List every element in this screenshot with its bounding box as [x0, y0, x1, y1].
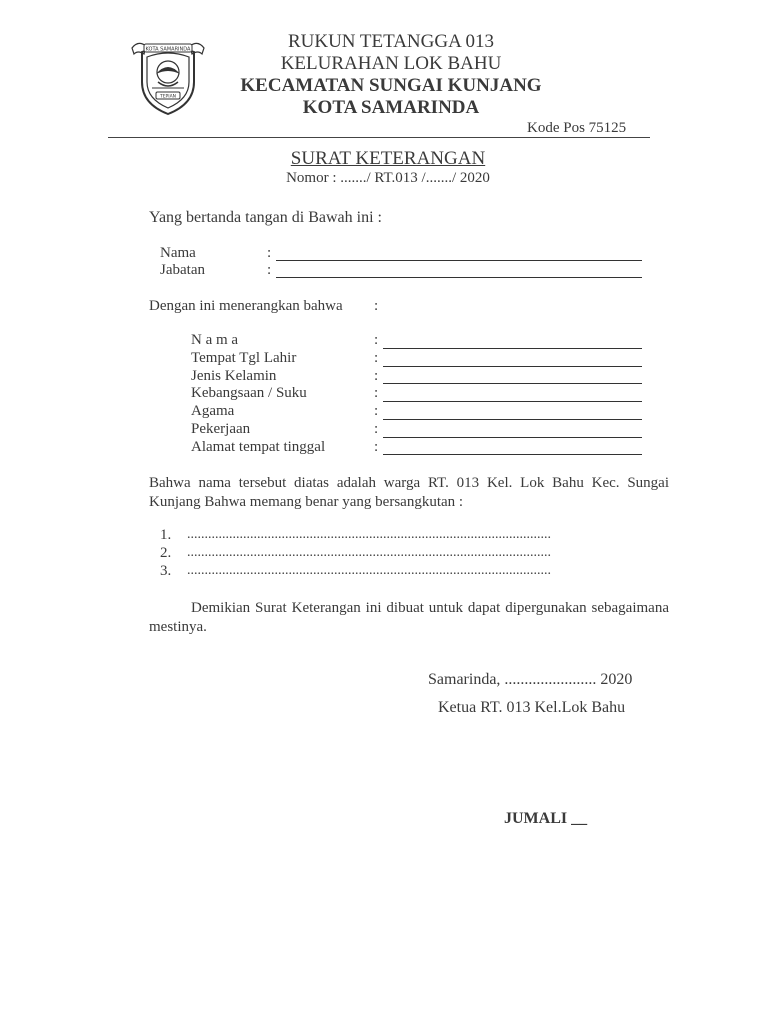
- person-address-line[interactable]: [383, 454, 642, 455]
- colon: :: [374, 403, 379, 419]
- colon: :: [267, 262, 272, 278]
- document-number: Nomor : ......./ RT.013 /......./ 2020: [286, 170, 490, 186]
- residency-paragraph: Bahwa nama tersebut diatas adalah warga RT. 013 Kel. Lok Bahu Kec. Sungai Kunjang Bahwa memang benar yang bersangkutan :: [149, 475, 669, 510]
- person-birth-label: Tempat Tgl Lahir: [191, 350, 297, 366]
- person-birth-line[interactable]: [383, 366, 642, 367]
- person-nationality-label: Kebangsaan / Suku: [191, 385, 307, 401]
- signer-position-label: Jabatan: [160, 262, 205, 278]
- colon: :: [374, 332, 379, 348]
- person-religion-line[interactable]: [383, 419, 642, 420]
- colon: :: [374, 421, 379, 437]
- signer-name-line[interactable]: [276, 260, 642, 261]
- list-item-dots: ........................................................................................................: [187, 545, 551, 560]
- person-religion-label: Agama: [191, 403, 235, 419]
- intro-text: Yang bertanda tangan di Bawah ini :: [149, 209, 382, 226]
- list-item-number: 3.: [160, 563, 172, 579]
- person-name-label: N a m a: [191, 332, 239, 348]
- person-name-line[interactable]: [383, 348, 642, 349]
- list-item-number: 2.: [160, 545, 172, 561]
- signer-title: Ketua RT. 013 Kel.Lok Bahu: [438, 699, 626, 716]
- colon: :: [374, 350, 379, 366]
- logo-text-top: KOTA SAMARINDA: [145, 46, 191, 53]
- signer-name-label: Nama: [160, 245, 196, 261]
- letterhead-kecamatan: KECAMATAN SUNGAI KUNJANG: [240, 75, 542, 96]
- person-occupation-line[interactable]: [383, 437, 642, 438]
- person-gender-label: Jenis Kelamin: [191, 368, 277, 384]
- letterhead-rt: RUKUN TETANGGA 013: [287, 31, 495, 52]
- person-occupation-label: Pekerjaan: [191, 421, 251, 437]
- signer-name: JUMALI __: [504, 810, 588, 827]
- letterhead-kelurahan: KELURAHAN LOK BAHU: [280, 53, 502, 74]
- document-title: SURAT KETERANGAN: [290, 148, 486, 169]
- postal-code: Kode Pos 75125: [527, 120, 627, 136]
- colon: :: [267, 245, 272, 261]
- colon: :: [374, 439, 379, 455]
- closing-paragraph: Demikian Surat Keterangan ini dibuat untuk dapat dipergunakan sebagaimana mestinya.: [149, 600, 669, 635]
- list-item-dots: ........................................................................................................: [187, 527, 551, 542]
- list-item-number: 1.: [160, 527, 172, 543]
- person-address-label: Alamat tempat tinggal: [191, 439, 326, 455]
- colon: :: [374, 385, 379, 401]
- logo-text-bottom: TEPIAN: [159, 94, 177, 100]
- place-date: Samarinda, ....................... 2020: [428, 671, 633, 688]
- letterhead-divider: [108, 137, 650, 138]
- colon: :: [374, 298, 379, 314]
- person-nationality-line[interactable]: [383, 401, 642, 402]
- person-gender-line[interactable]: [383, 383, 642, 384]
- colon: :: [374, 368, 379, 384]
- signer-position-line[interactable]: [276, 277, 642, 278]
- city-emblem-logo: [128, 38, 208, 116]
- letterhead-kota: KOTA SAMARINDA: [302, 97, 480, 118]
- statement-text: Dengan ini menerangkan bahwa: [149, 298, 343, 314]
- list-item-dots: ........................................................................................................: [187, 563, 551, 578]
